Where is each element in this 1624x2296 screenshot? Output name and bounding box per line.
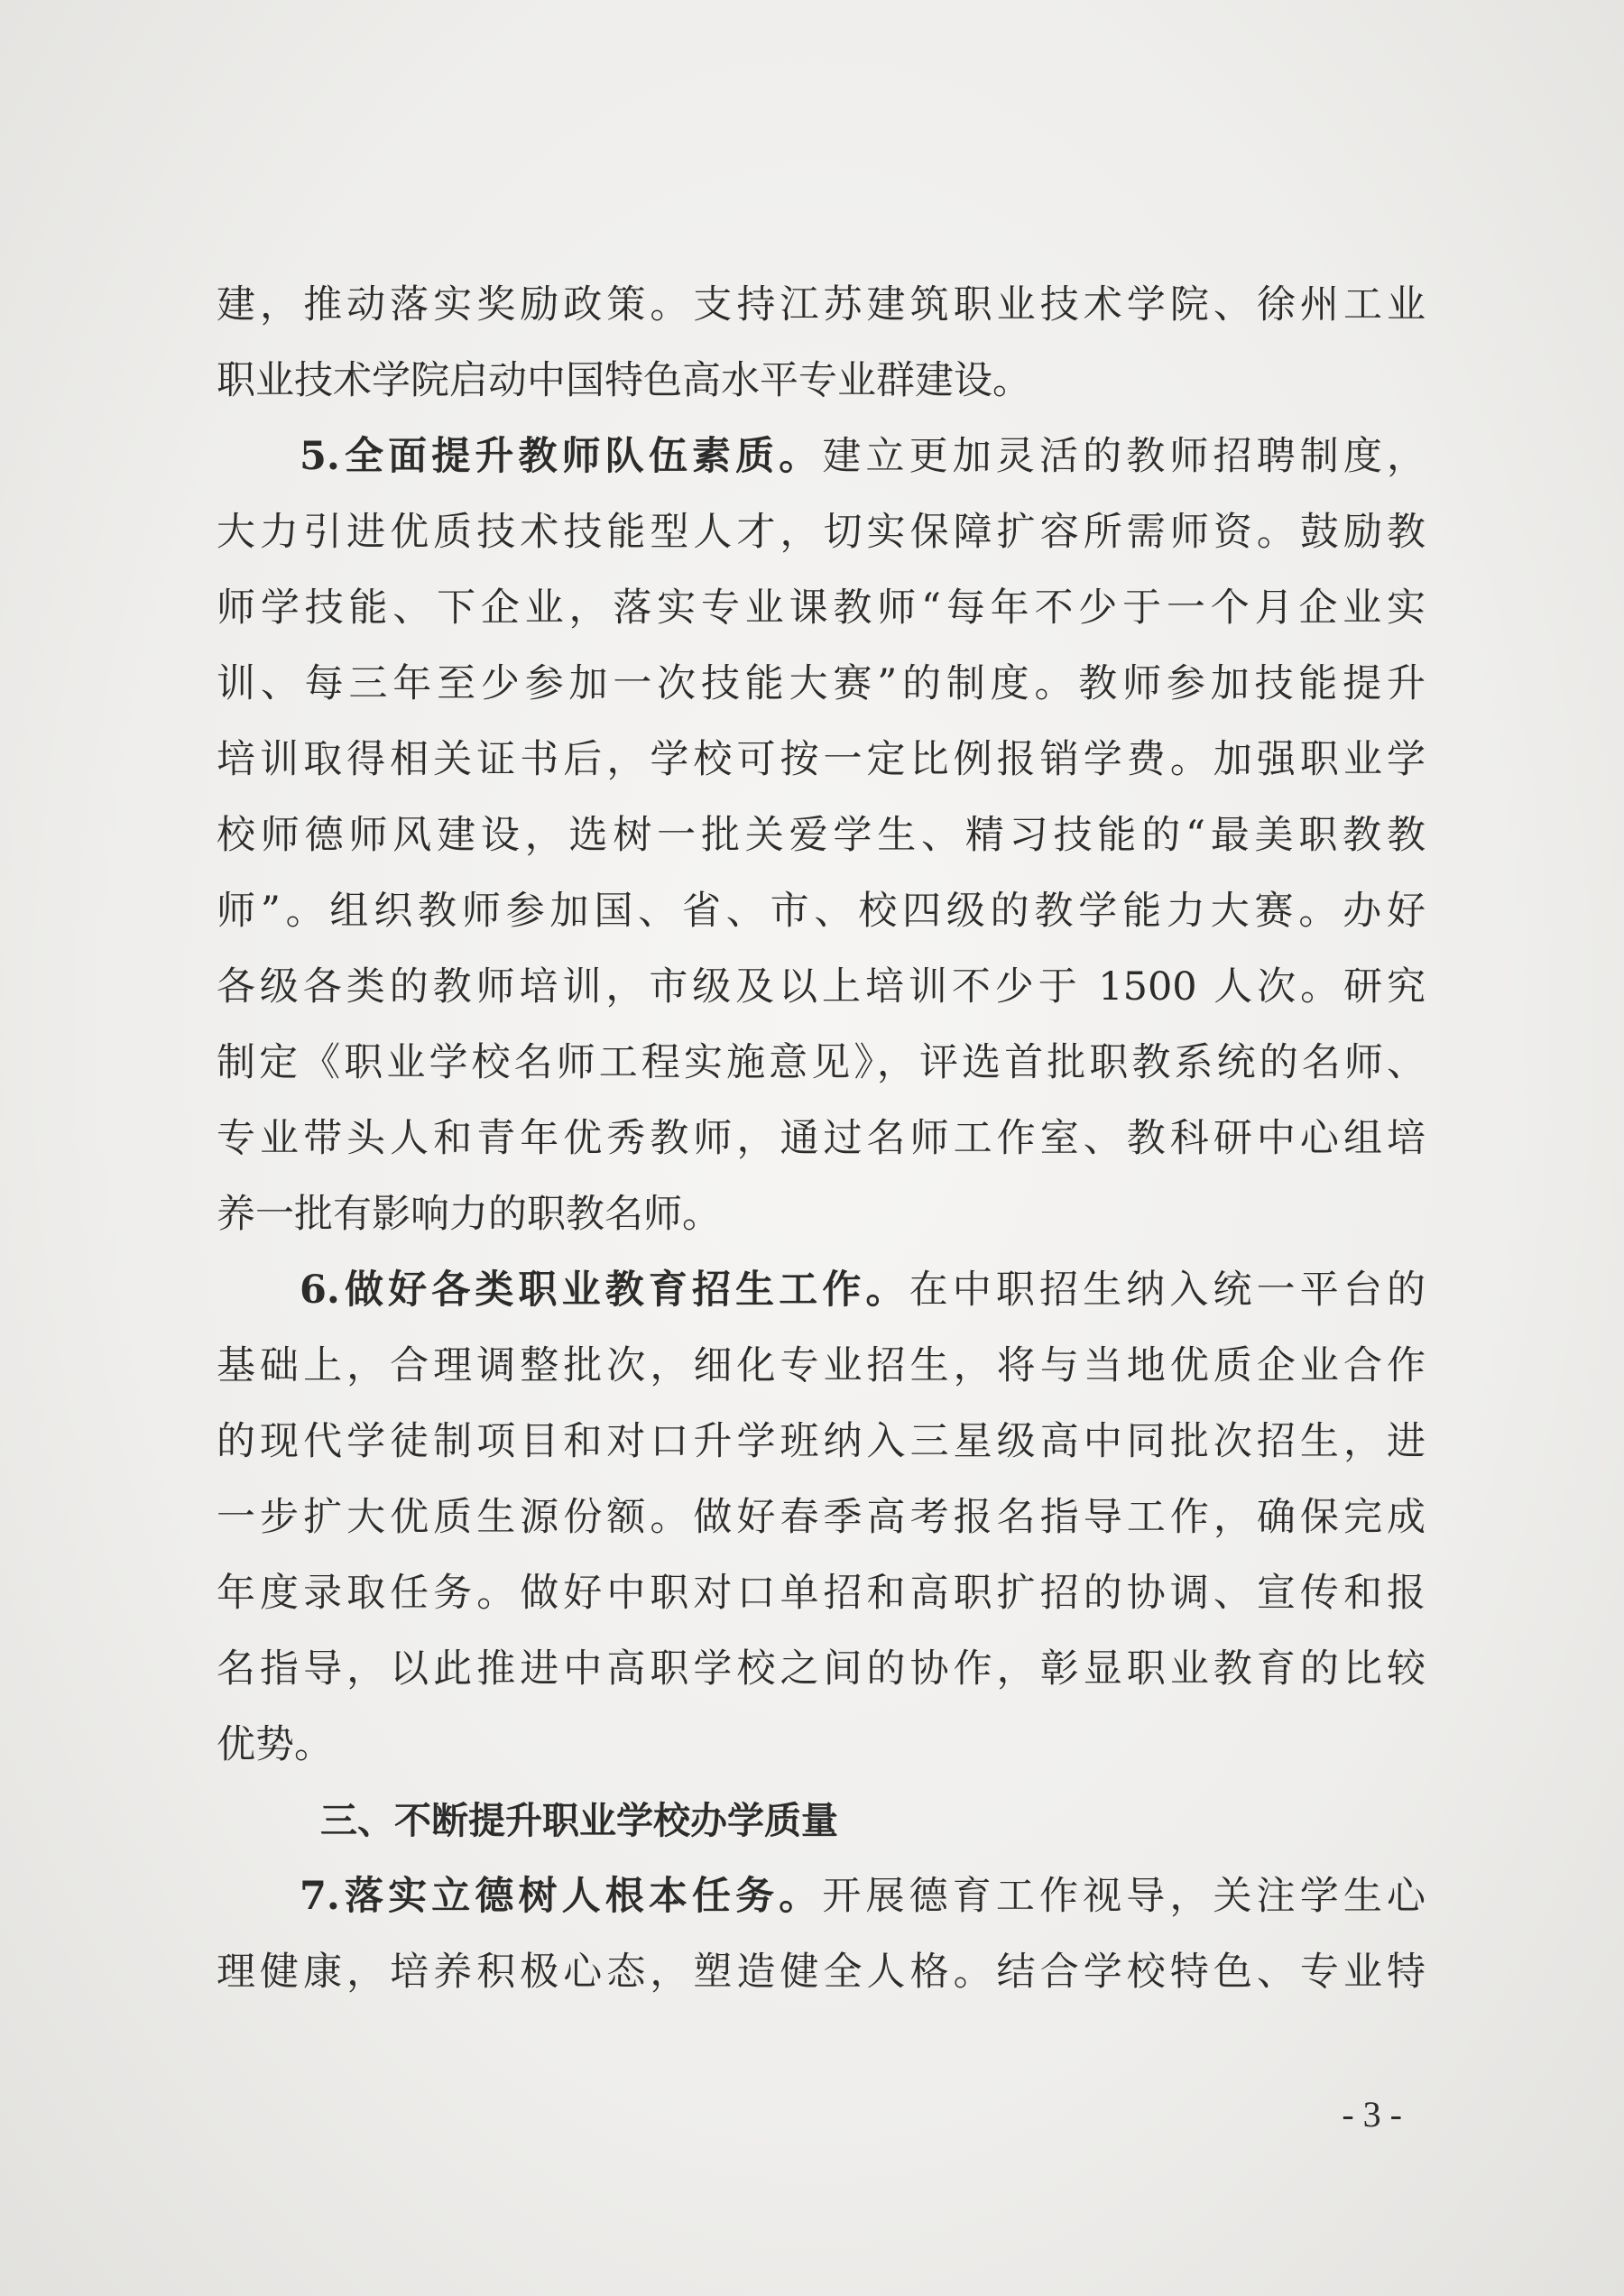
page-number: - 3 - xyxy=(1342,2094,1402,2135)
text-line: 制定《职业学校名师工程实施意见》，评选首批职教系统的名师、 xyxy=(217,1040,1426,1085)
item-text: 开展德育工作视导，关注学生心 xyxy=(822,1874,1426,1919)
paragraph-first-line xyxy=(217,419,1426,494)
text-line: 基础上，合理调整批次，细化专业招生，将与当地优质企业合作 xyxy=(217,1343,1426,1388)
text-line: 名指导，以此推进中高职学校之间的协作，彰显职业教育的比较 xyxy=(217,1646,1426,1692)
item-heading: 7.落实立德树人根本任务。 xyxy=(300,1874,823,1919)
document-body xyxy=(217,267,1426,2010)
text-line: 优势。 xyxy=(217,1722,333,1767)
text-line: 校师德师风建设，选树一批关爱学生、精习技能的“最美职教教 xyxy=(217,813,1426,858)
text-line: 训、每三年至少参加一次技能大赛”的制度。教师参加技能提升 xyxy=(217,661,1426,706)
text-line: 各级各类的教师培训，市级及以上培训不少于 1500 人次。研究 xyxy=(217,964,1426,1010)
text-line: 培训取得相关证书后，学校可按一定比例报销学费。加强职业学 xyxy=(217,737,1426,782)
item-text: 在中职招生纳入统一平台的 xyxy=(909,1268,1426,1313)
item-text: 建立更加灵活的教师招聘制度， xyxy=(822,434,1426,479)
section-heading: 三、不断提升职业学校办学质量 xyxy=(320,1799,838,1842)
item-heading: 5.全面提升教师队伍素质。 xyxy=(300,434,823,479)
text-line: 的现代学徒制项目和对口升学班纳入三星级高中同批次招生，进 xyxy=(217,1419,1426,1464)
text-line: 理健康，培养积极心态，塑造健全人格。结合学校特色、专业特 xyxy=(217,1950,1426,1995)
text-line: 师”。组织教师参加国、省、市、校四级的教学能力大赛。办好 xyxy=(217,889,1426,934)
text-line: 师学技能、下企业，落实专业课教师“每年不少于一个月企业实 xyxy=(217,586,1426,631)
text-line: 养一批有影响力的职教名师。 xyxy=(217,1192,721,1237)
text-line: 职业技术学院启动中国特色高水平专业群建设。 xyxy=(217,358,1031,403)
text-line: 专业带头人和青年优秀教师，通过名师工作室、教科研中心组培 xyxy=(217,1116,1426,1161)
text-line: 年度录取任务。做好中职对口单招和高职扩招的协调、宣传和报 xyxy=(217,1571,1426,1616)
paragraph-first-line xyxy=(217,1252,1426,1328)
text-line: 大力引进优质技术技能型人才，切实保障扩容所需师资。鼓励教 xyxy=(217,510,1426,555)
text-line: 一步扩大优质生源份额。做好春季高考报名指导工作，确保完成 xyxy=(217,1495,1426,1540)
item-heading: 6.做好各类职业教育招生工作。 xyxy=(300,1268,909,1313)
paragraph-first-line xyxy=(217,1858,1426,1934)
text-line: 建，推动落实奖励政策。支持江苏建筑职业技术学院、徐州工业 xyxy=(217,282,1426,327)
